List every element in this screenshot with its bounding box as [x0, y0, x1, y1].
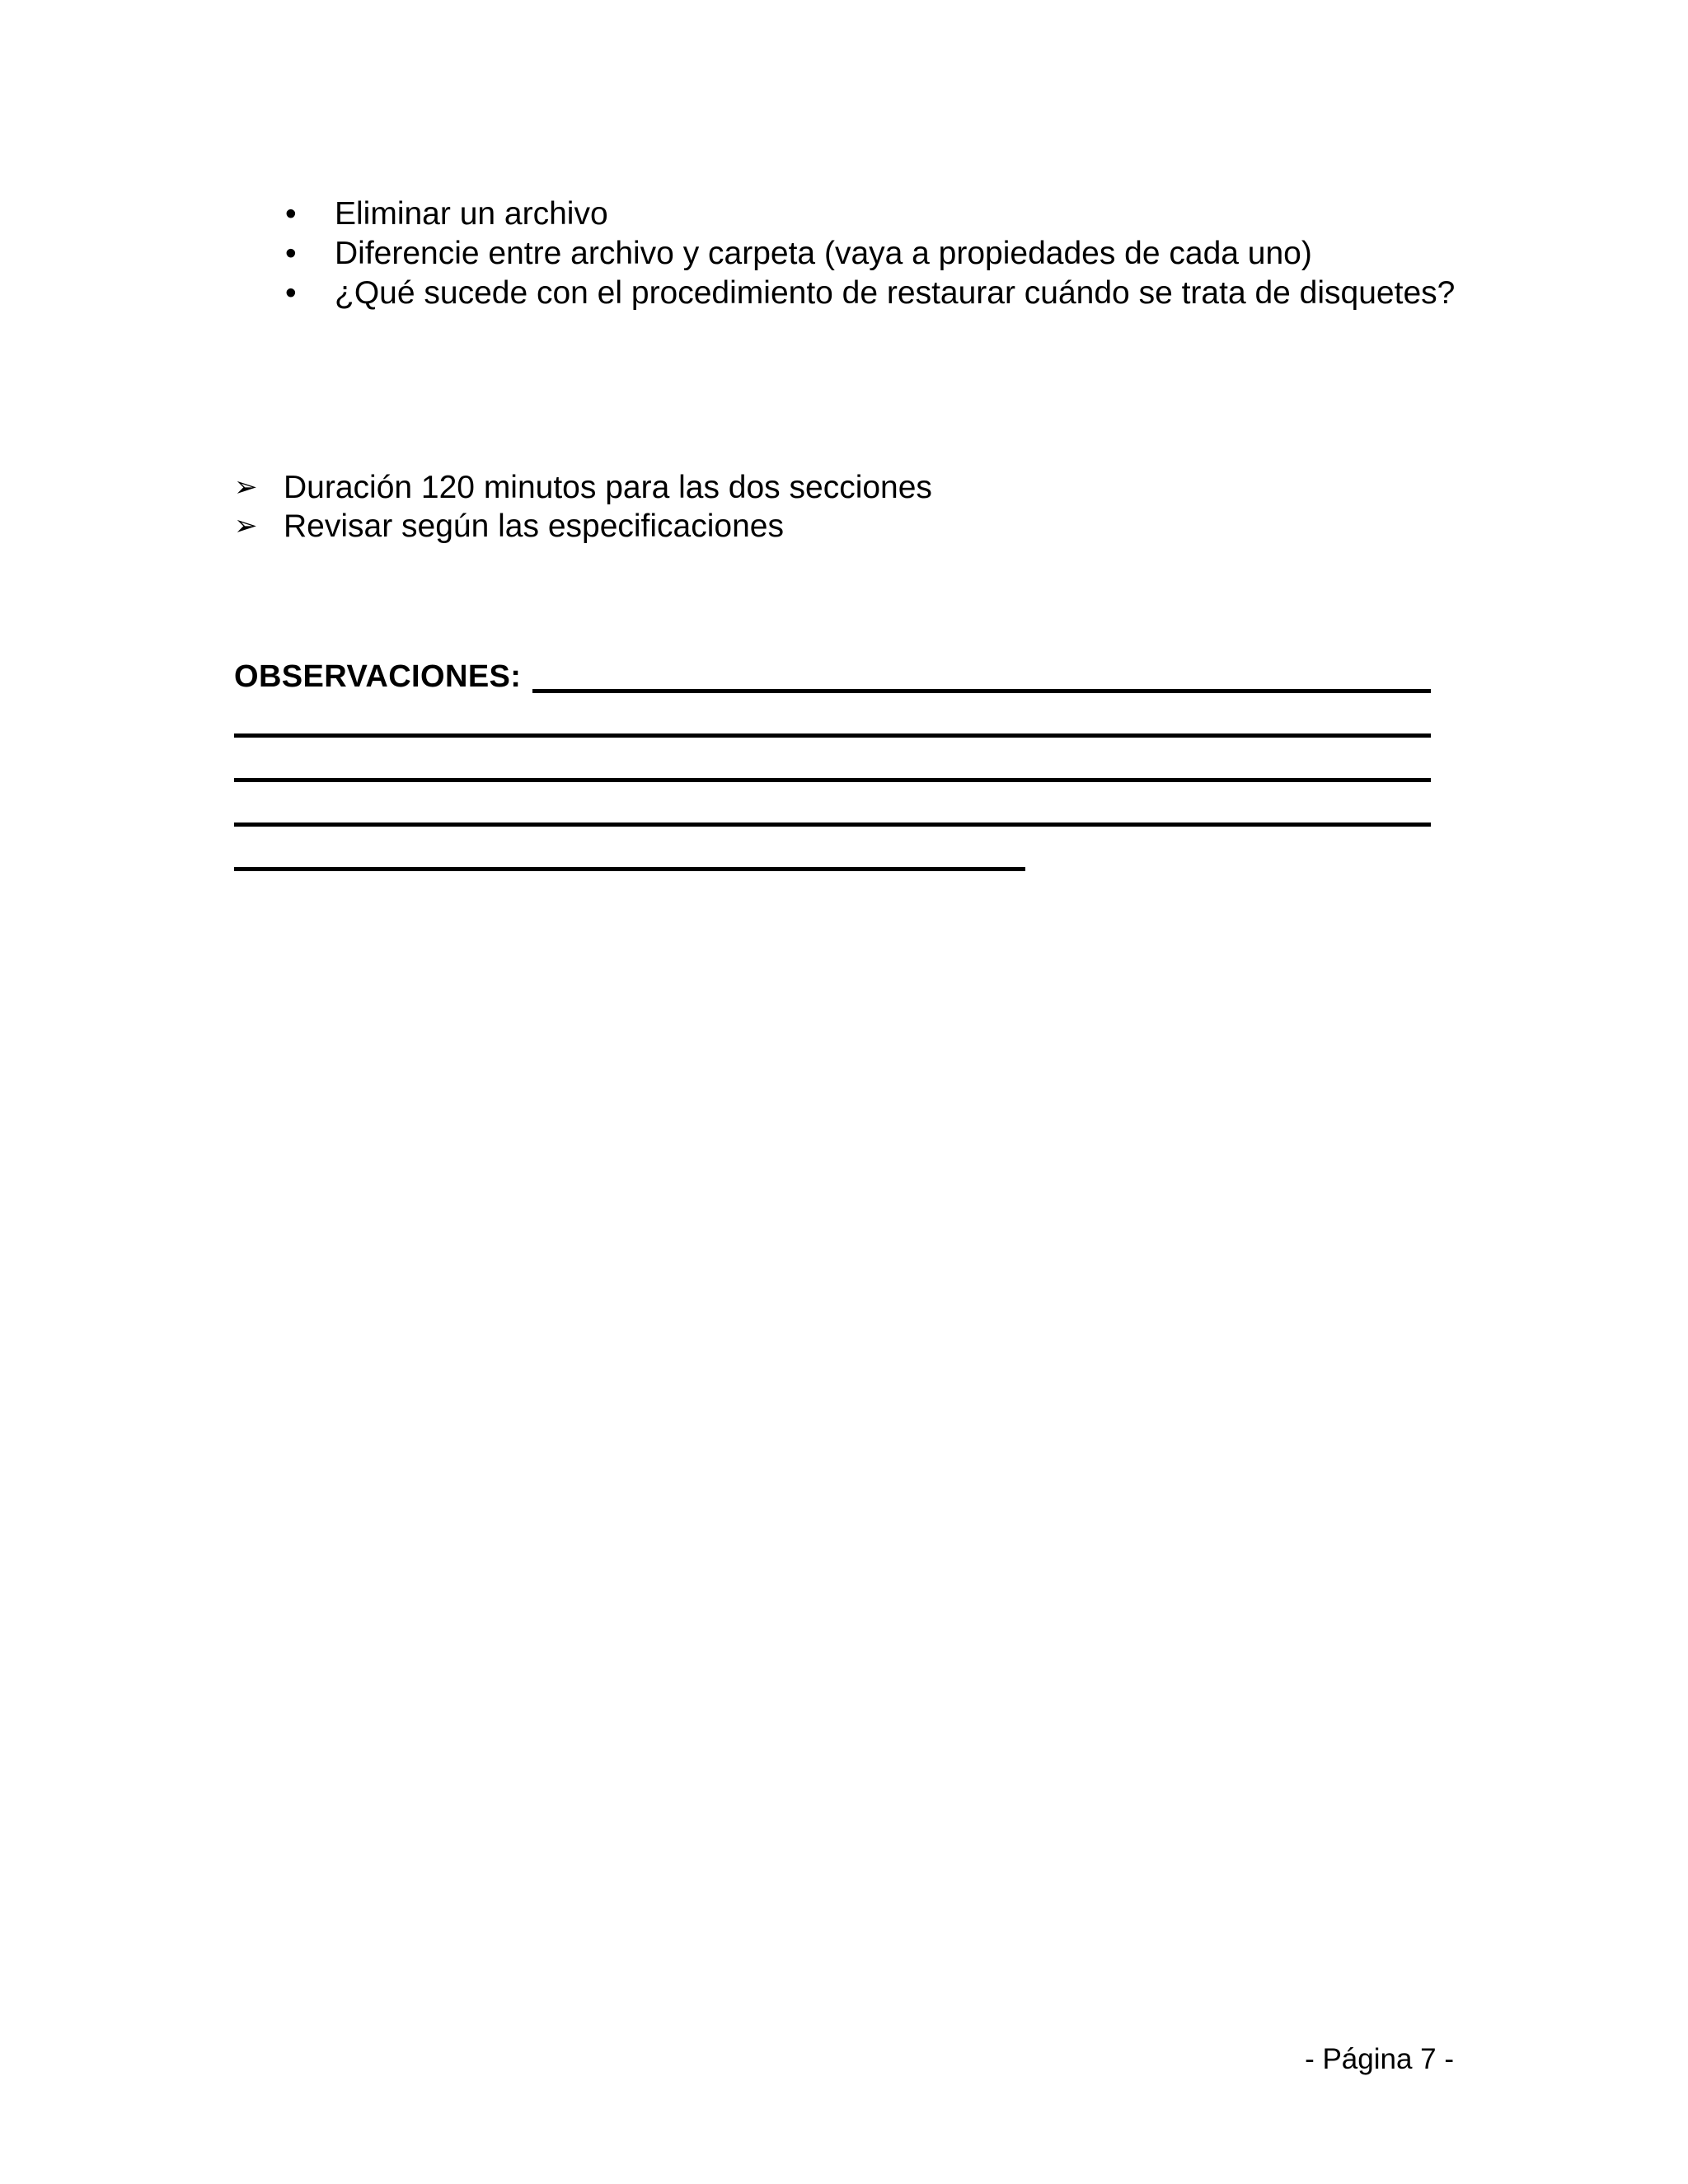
bullet-item	[280, 274, 1457, 313]
bullet-text: Eliminar un archivo	[335, 196, 608, 232]
instruction-arrow-list	[234, 468, 1454, 546]
bullet-text: Diferencie entre archivo y carpeta (vaya a propiedades de cada uno)	[335, 236, 1312, 271]
observations-line-5[interactable]	[234, 867, 1025, 871]
bullet-icon: •	[285, 275, 297, 311]
observations-line-4[interactable]	[234, 823, 1431, 827]
observations-line-2[interactable]	[234, 733, 1431, 738]
bullet-icon: •	[285, 236, 297, 271]
bullet-icon: •	[285, 196, 297, 232]
bullet-item	[280, 194, 1457, 234]
task-bullet-list	[280, 194, 1457, 313]
arrow-item	[234, 468, 1454, 507]
arrow-item-text: Duración 120 minutos para las dos secciones	[284, 470, 932, 505]
observations-line-1[interactable]	[532, 689, 1431, 693]
arrow-item-text: Revisar según las especificaciones	[284, 509, 784, 544]
arrow-bullet-icon: ➢	[234, 510, 258, 541]
bullet-item	[280, 234, 1457, 274]
arrow-bullet-icon: ➢	[234, 471, 258, 503]
observations-label: OBSERVACIONES:	[234, 659, 522, 694]
observations-line-3[interactable]	[234, 778, 1431, 782]
page-number: - Página 7 -	[1305, 2043, 1454, 2075]
bullet-text: ¿Qué sucede con el procedimiento de restaurar cuándo se trata de disquetes?	[335, 275, 1456, 311]
arrow-item	[234, 507, 1454, 546]
